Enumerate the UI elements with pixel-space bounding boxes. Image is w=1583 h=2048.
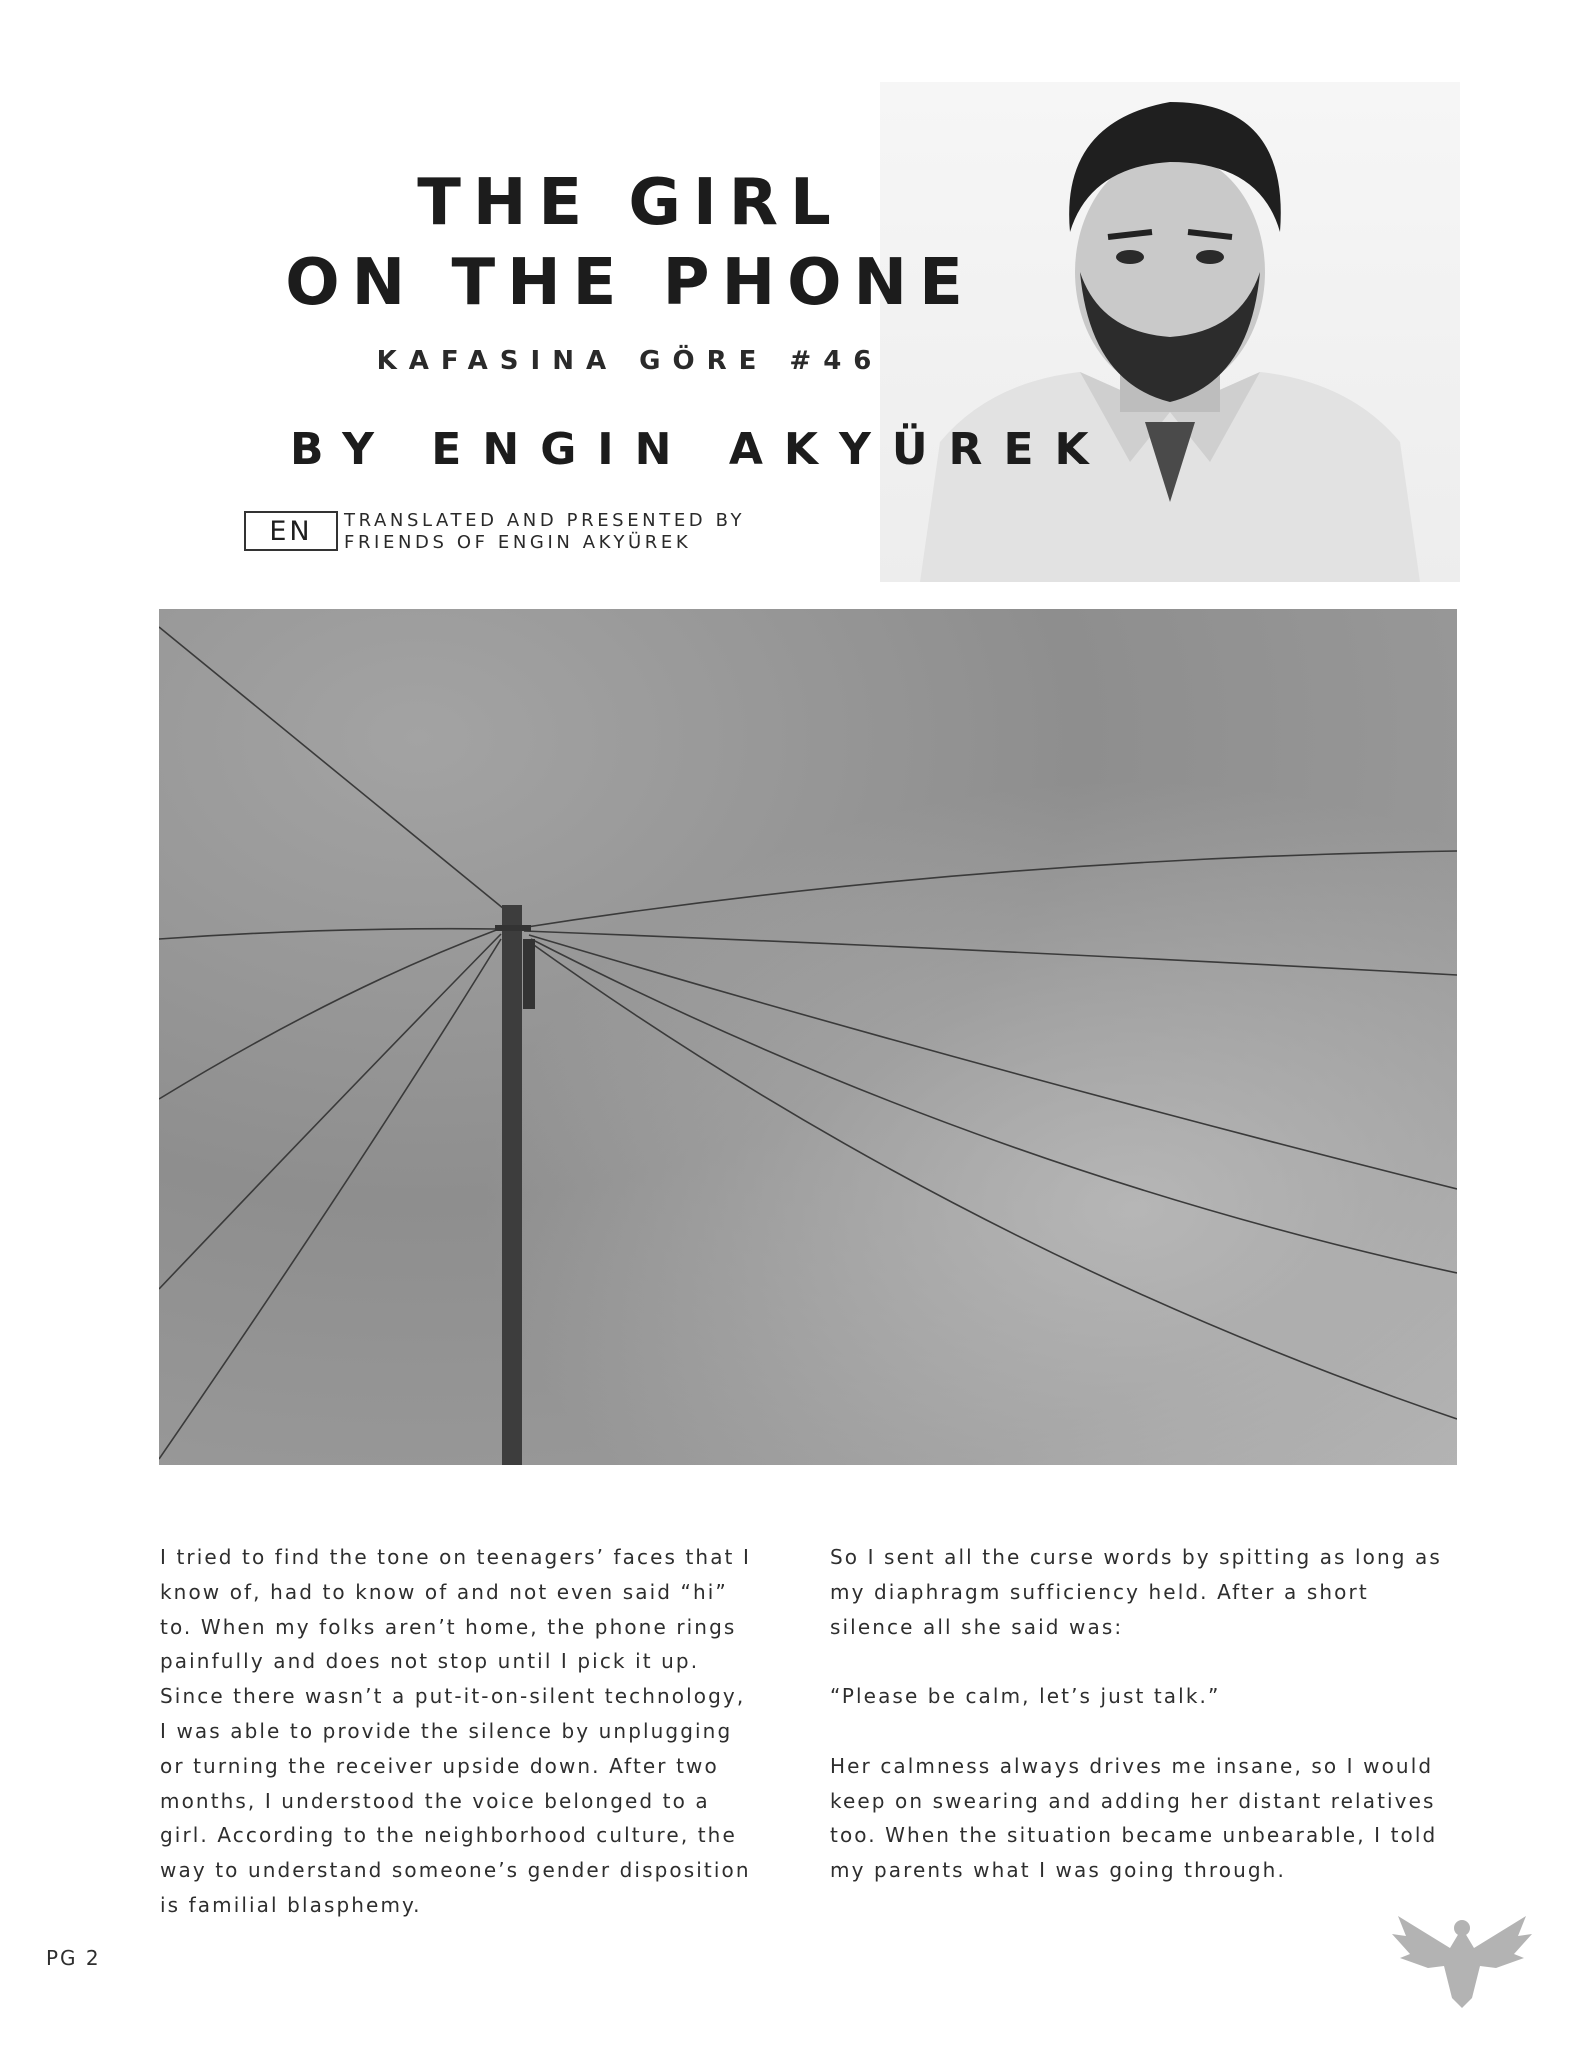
paragraph: I tried to find the tone on teenagers’ faces that I know of, had to know of and not even said “hi” to. When my folks aren’t home, the phone rings painfully and does not stop until I pick it up. Since there wasn’t a put-it-on-silent technology, I was able to provide the silence by unplugging or turning the receiver upside down. After two months, I understood the voice belonged to a girl. According to the neighborhood culture, the way to understand someone’s gender disposition is familial blasphemy. xyxy=(160,1545,751,1917)
body-column-left xyxy=(160,1540,760,1923)
title-line-1: THE GIRL xyxy=(417,166,843,240)
eagle-logo-icon xyxy=(1388,1908,1536,2008)
credit-line-1: TRANSLATED AND PRESENTED BY xyxy=(344,510,746,531)
credit-line-2: FRIENDS OF ENGIN AKYÜREK xyxy=(344,532,692,553)
telephone-pole-sky-photo xyxy=(159,609,1457,1465)
author-portrait-photo xyxy=(880,82,1460,582)
page-number: PG 2 xyxy=(46,1946,101,1970)
translation-credits xyxy=(344,510,745,554)
title-line-2: ON THE PHONE xyxy=(285,246,975,320)
paragraph: So I sent all the curse words by spitting as long as my diaphragm sufficiency held. After a short silence all she said was: xyxy=(830,1545,1442,1639)
language-badge: EN xyxy=(244,511,338,551)
byline: BY ENGIN AKYÜREK xyxy=(290,424,1110,475)
body-column-right xyxy=(830,1540,1450,1888)
subtitle: KAFASINA GÖRE #46 xyxy=(376,346,884,376)
paragraph: “Please be calm, let’s just talk.” xyxy=(830,1684,1221,1709)
paragraph: Her calmness always drives me insane, so I would keep on swearing and adding her distant relatives too. When the situation became unbearable, I told my parents what I was going through. xyxy=(830,1753,1438,1883)
